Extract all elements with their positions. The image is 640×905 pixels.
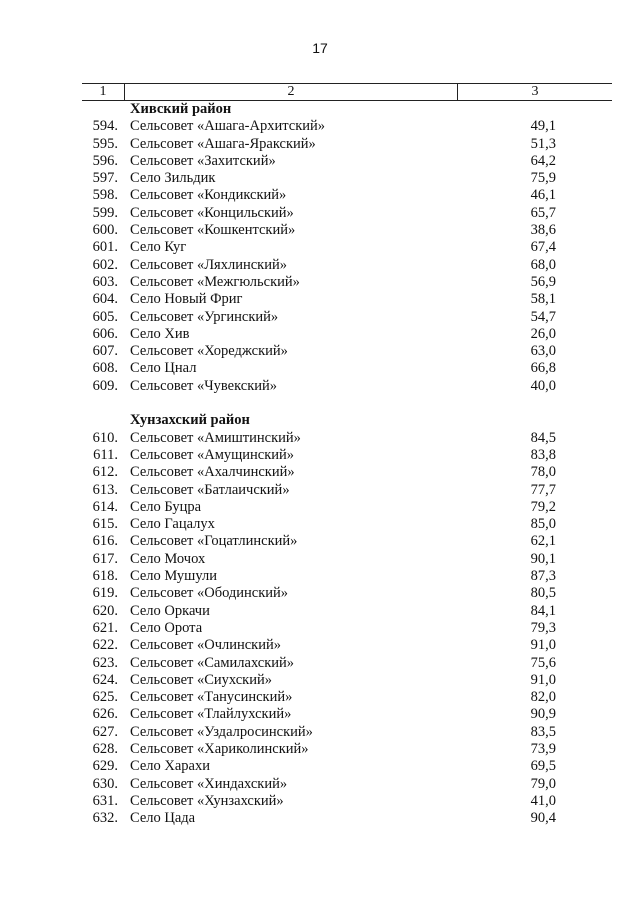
table-row [82,378,612,395]
row-value: 80,5 [530,585,556,602]
row-name: Село Мочох [130,550,206,567]
row-number: 621. [92,619,118,636]
row-name: Село Цнал [130,360,197,377]
row-value: 91,0 [530,671,556,688]
table-row [82,776,612,793]
table-row [82,620,612,637]
table-row [82,326,612,343]
row-number: 616. [92,533,118,550]
row-name: Село Зильдик [130,170,216,187]
table-row [82,205,612,222]
table-row [82,291,612,308]
table-row [82,430,612,447]
row-name: Село Новый Фриг [130,291,243,308]
row-name: Сельсовет «Хореджский» [130,343,288,360]
row-name: Сельсовет «Амиштинский» [130,429,301,446]
row-value: 69,5 [530,758,556,775]
row-name: Село Мушули [130,568,217,585]
row-number: 631. [92,792,118,809]
row-number: 622. [92,637,118,654]
row-value: 78,0 [530,464,556,481]
table-row [82,482,612,499]
table-row [82,637,612,654]
column-header-2: 2 [125,84,458,100]
row-value: 62,1 [530,533,556,550]
row-number: 600. [92,222,118,239]
row-name: Сельсовет «Батлаичский» [130,481,290,498]
table-row [82,568,612,585]
row-number: 630. [92,775,118,792]
row-name: Сельсовет «Ашага-Яракский» [130,135,316,152]
row-name: Село Оркачи [130,602,210,619]
row-number: 619. [92,585,118,602]
row-value: 84,5 [530,429,556,446]
district-heading: Хунзахский район [130,412,250,429]
row-value: 67,4 [530,239,556,256]
table-row [82,793,612,810]
table-row [82,706,612,723]
table-body [82,101,612,827]
row-number: 608. [92,360,118,377]
row-name: Сельсовет «Ахалчинский» [130,464,295,481]
table-row [82,360,612,377]
row-number: 597. [92,170,118,187]
column-header-3: 3 [531,84,539,99]
table-row [82,274,612,291]
row-name: Сельсовет «Хунзахский» [130,792,284,809]
table-row [82,136,612,153]
row-number: 596. [92,152,118,169]
table-row [82,516,612,533]
row-value: 90,9 [530,706,556,723]
row-value: 85,0 [530,516,556,533]
row-value: 54,7 [530,308,556,325]
row-name: Сельсовет «Уздалросинский» [130,723,313,740]
row-name: Сельсовет «Ургинский» [130,308,279,325]
row-name: Село Куг [130,239,187,256]
row-number: 623. [92,654,118,671]
column-header-1: 1 [82,84,125,100]
row-name: Сельсовет «Амущинский» [130,446,295,463]
row-number: 629. [92,758,118,775]
row-number: 625. [92,689,118,706]
table-row [82,499,612,516]
row-value: 91,0 [530,637,556,654]
row-name: Сельсовет «Межгюльский» [130,273,300,290]
row-name: Сельсовет «Ашага-Архитский» [130,118,326,135]
row-name: Сельсовет «Танусинский» [130,689,293,706]
row-name: Сельсовет «Ободинский» [130,585,289,602]
row-value: 79,3 [530,619,556,636]
row-name: Сельсовет «Тлайлухский» [130,706,292,723]
row-name: Сельсовет «Ляхлинский» [130,256,287,273]
table-row [82,724,612,741]
row-value: 83,5 [530,723,556,740]
table-row [82,758,612,775]
row-number: 618. [92,568,118,585]
row-value: 90,1 [530,550,556,567]
row-number: 594. [92,118,118,135]
row-number: 603. [92,273,118,290]
row-number: 611. [93,446,118,463]
row-value: 51,3 [530,135,556,152]
table-row [82,343,612,360]
row-value: 46,1 [530,187,556,204]
row-name: Сельсовет «Сиухский» [130,671,272,688]
table-row [82,447,612,464]
table-row [82,603,612,620]
row-value: 75,9 [530,170,556,187]
section-gap [82,395,612,412]
row-value: 66,8 [530,360,556,377]
row-number: 599. [92,204,118,221]
table-row [82,153,612,170]
row-number: 609. [92,377,118,394]
row-number: 627. [92,723,118,740]
row-value: 68,0 [530,256,556,273]
table-row [82,257,612,274]
row-name: Сельсовет «Кондикский» [130,187,287,204]
row-value: 90,4 [530,810,556,827]
row-value: 64,2 [530,152,556,169]
data-table [82,83,612,827]
row-value: 63,0 [530,343,556,360]
row-number: 604. [92,291,118,308]
table-row [82,551,612,568]
row-name: Село Харахи [130,758,210,775]
table-row [82,222,612,239]
table-row [82,118,612,135]
row-value: 58,1 [530,291,556,308]
row-value: 79,0 [530,775,556,792]
row-name: Село Хив [130,325,190,342]
table-header [82,83,612,101]
row-value: 49,1 [530,118,556,135]
table-row [82,655,612,672]
row-value: 82,0 [530,689,556,706]
row-number: 617. [92,550,118,567]
row-value: 79,2 [530,498,556,515]
row-value: 73,9 [530,740,556,757]
table-row [82,187,612,204]
table-row [82,170,612,187]
row-number: 632. [92,810,118,827]
table-row [82,689,612,706]
table-row [82,239,612,256]
row-value: 56,9 [530,273,556,290]
row-name: Сельсовет «Кошкентский» [130,222,296,239]
row-value: 87,3 [530,568,556,585]
row-name: Сельсовет «Очлинский» [130,637,281,654]
row-value: 75,6 [530,654,556,671]
row-number: 605. [92,308,118,325]
row-number: 626. [92,706,118,723]
row-name: Сельсовет «Чувекский» [130,377,278,394]
row-name: Сельсовет «Гоцатлинский» [130,533,298,550]
row-number: 613. [92,481,118,498]
row-value: 38,6 [530,222,556,239]
row-number: 606. [92,325,118,342]
row-number: 620. [92,602,118,619]
row-name: Сельсовет «Захитский» [130,152,276,169]
row-value: 65,7 [530,204,556,221]
table-row [82,533,612,550]
table-row [82,464,612,481]
row-number: 612. [92,464,118,481]
table-row [82,741,612,758]
row-number: 615. [92,516,118,533]
row-name: Село Орота [130,619,203,636]
page-number: 17 [312,40,328,56]
row-number: 595. [92,135,118,152]
row-number: 614. [92,498,118,515]
row-name: Село Буцра [130,498,202,515]
row-name: Сельсовет «Самилахский» [130,654,295,671]
table-row [82,585,612,602]
row-number: 610. [92,429,118,446]
row-value: 26,0 [530,325,556,342]
row-number: 598. [92,187,118,204]
row-name: Село Цада [130,810,196,827]
row-name: Сельсовет «Концильский» [130,204,294,221]
row-value: 83,8 [530,446,556,463]
row-name: Село Гацалух [130,516,215,533]
row-value: 41,0 [530,792,556,809]
row-number: 624. [92,671,118,688]
table-row [82,309,612,326]
row-name: Сельсовет «Хиндахский» [130,775,288,792]
row-number: 601. [92,239,118,256]
table-row [82,810,612,827]
table-row [82,672,612,689]
row-number: 628. [92,740,118,757]
row-value: 77,7 [530,481,556,498]
row-value: 84,1 [530,602,556,619]
row-name: Сельсовет «Хариколинский» [130,740,309,757]
district-heading: Хивский район [130,101,232,117]
row-number: 602. [92,256,118,273]
row-number: 607. [92,343,118,360]
row-value: 40,0 [530,377,556,394]
